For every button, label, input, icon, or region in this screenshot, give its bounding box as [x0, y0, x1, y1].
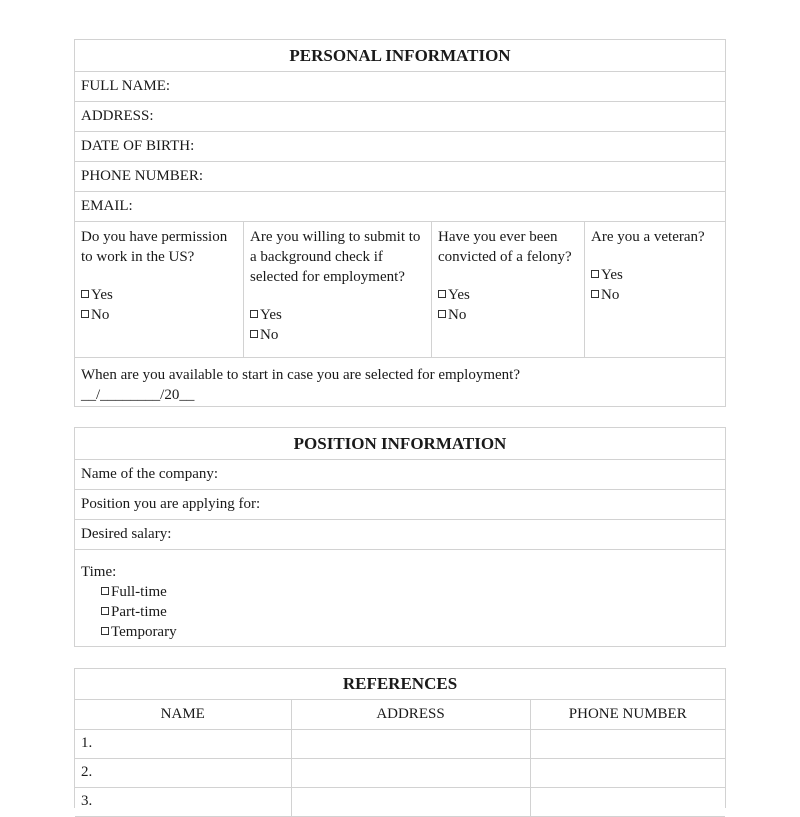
references-title: REFERENCES	[75, 669, 725, 700]
full-name-field[interactable]: FULL NAME:	[75, 72, 725, 102]
availability-block	[75, 358, 725, 412]
checkbox-icon[interactable]	[101, 627, 109, 635]
date-of-birth-field[interactable]: DATE OF BIRTH:	[75, 132, 725, 162]
reference-number[interactable]: 2.	[75, 758, 291, 787]
table-row	[75, 729, 725, 758]
references-section	[74, 668, 726, 808]
reference-phone-cell[interactable]	[530, 787, 725, 816]
background-check-question	[244, 222, 432, 357]
veteran-question	[585, 222, 725, 357]
address-column-header: ADDRESS	[291, 700, 530, 729]
full-time-option[interactable]: Full-time	[81, 582, 719, 602]
checkbox-icon[interactable]	[250, 330, 258, 338]
yes-option[interactable]: Yes	[591, 265, 719, 285]
email-field[interactable]: EMAIL:	[75, 192, 725, 222]
checkbox-icon[interactable]	[591, 290, 599, 298]
address-field[interactable]: ADDRESS:	[75, 102, 725, 132]
reference-address-cell[interactable]	[291, 758, 530, 787]
question-text: Are you a veteran?	[591, 229, 705, 245]
reference-address-cell[interactable]	[291, 787, 530, 816]
position-field[interactable]: Position you are applying for:	[75, 490, 725, 520]
reference-number[interactable]: 1.	[75, 729, 291, 758]
yes-option[interactable]: Yes	[81, 285, 237, 305]
availability-date-blank[interactable]: __/________/20__	[81, 387, 195, 403]
checkbox-icon[interactable]	[101, 607, 109, 615]
phone-column-header: PHONE NUMBER	[530, 700, 725, 729]
part-time-option[interactable]: Part-time	[81, 602, 719, 622]
table-row	[75, 787, 725, 816]
personal-information-title: PERSONAL INFORMATION	[75, 40, 725, 72]
table-row	[75, 758, 725, 787]
no-option[interactable]: No	[81, 305, 237, 325]
checkbox-icon[interactable]	[81, 310, 89, 318]
checkbox-icon[interactable]	[250, 310, 258, 318]
question-text: Do you have permission to work in the US?	[81, 229, 228, 265]
name-column-header: NAME	[75, 700, 291, 729]
work-permission-question	[75, 222, 244, 357]
felony-question	[432, 222, 585, 357]
reference-phone-cell[interactable]	[530, 758, 725, 787]
table-header-row	[75, 700, 725, 729]
no-option[interactable]: No	[438, 305, 578, 325]
position-information-title: POSITION INFORMATION	[75, 428, 725, 460]
company-name-field[interactable]: Name of the company:	[75, 460, 725, 490]
checkbox-icon[interactable]	[591, 270, 599, 278]
question-text: Are you willing to submit to a background check if selected for employment?	[250, 229, 421, 285]
checkbox-icon[interactable]	[438, 310, 446, 318]
question-text: Have you ever been convicted of a felony?	[438, 229, 572, 265]
eligibility-questions	[75, 222, 725, 358]
checkbox-icon[interactable]	[101, 587, 109, 595]
position-information-section	[74, 427, 726, 647]
phone-number-field[interactable]: PHONE NUMBER:	[75, 162, 725, 192]
checkbox-icon[interactable]	[438, 290, 446, 298]
time-options-block	[75, 550, 725, 650]
reference-number[interactable]: 3.	[75, 787, 291, 816]
yes-option[interactable]: Yes	[438, 285, 578, 305]
reference-address-cell[interactable]	[291, 729, 530, 758]
no-option[interactable]: No	[250, 325, 425, 345]
references-table	[75, 700, 725, 817]
time-label: Time:	[81, 564, 117, 580]
checkbox-icon[interactable]	[81, 290, 89, 298]
yes-option[interactable]: Yes	[250, 305, 425, 325]
temporary-option[interactable]: Temporary	[81, 622, 719, 642]
personal-information-section	[74, 39, 726, 407]
desired-salary-field[interactable]: Desired salary:	[75, 520, 725, 550]
reference-phone-cell[interactable]	[530, 729, 725, 758]
availability-question: When are you available to start in case you are selected for employment?	[81, 367, 520, 383]
no-option[interactable]: No	[591, 285, 719, 305]
